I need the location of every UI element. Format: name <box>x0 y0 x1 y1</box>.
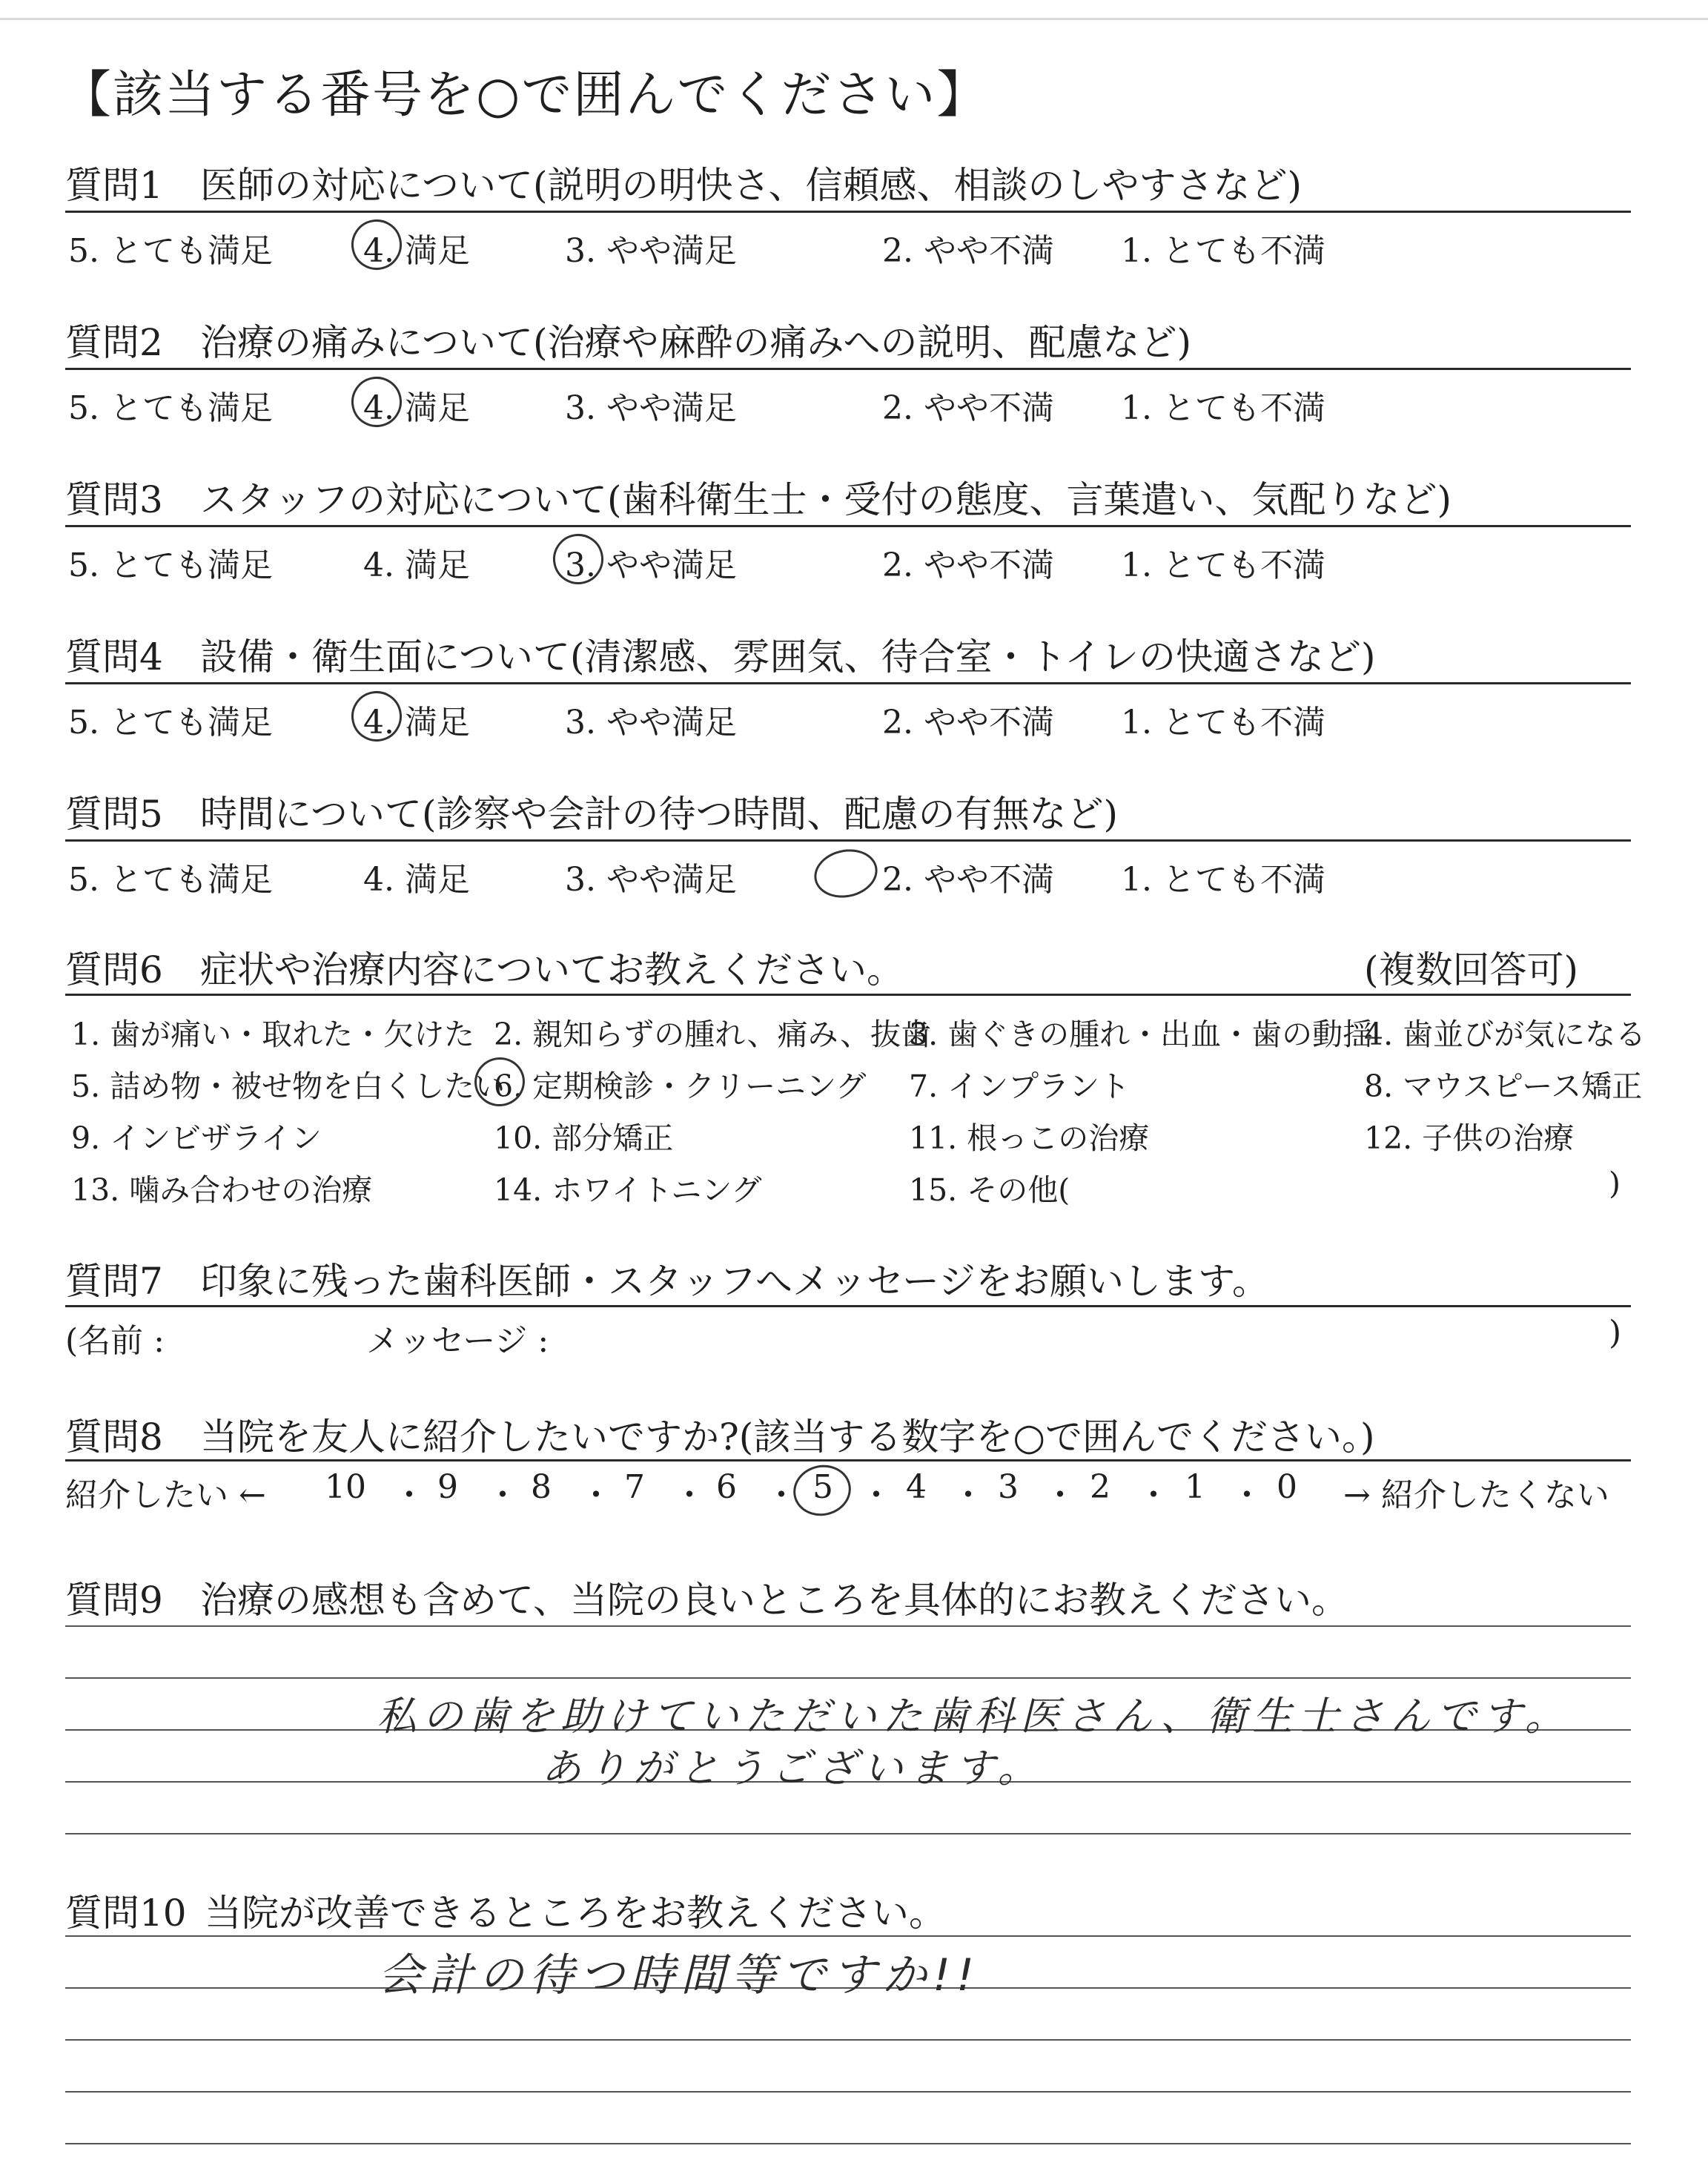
q8-dot: ・ <box>1231 1476 1263 1514</box>
q1-option-2[interactable]: 2. やや不満 <box>882 232 1054 270</box>
q9-answer-line-1: 私の歯を助けていただいた歯科医さん、衛生士さんです。 <box>377 1693 1571 1740</box>
q6-item-5[interactable]: 5. 詰め物・被せ物を白くしたい <box>71 1069 506 1104</box>
q3-option-2[interactable]: 2. やや不満 <box>882 546 1054 584</box>
q10-label: 質問10 <box>65 1892 187 1935</box>
q8-dot: ・ <box>765 1476 798 1514</box>
top-border <box>0 18 1708 20</box>
q6-item-3[interactable]: 3. 歯ぐきの腫れ・出血・歯の動揺 <box>909 1017 1374 1052</box>
q1-option-4[interactable]: 4. 満足 <box>363 232 470 270</box>
q8-dot: ・ <box>952 1476 984 1514</box>
q4-option-3[interactable]: 3. やや満足 <box>565 704 737 742</box>
q6-item-15[interactable]: 15. その他( <box>909 1172 1070 1208</box>
q1-option-3[interactable]: 3. やや満足 <box>565 232 737 270</box>
q3-option-3[interactable]: 3. やや満足 <box>565 546 737 584</box>
q3-option-5[interactable]: 5. とても満足 <box>68 546 273 584</box>
q8-scale-7[interactable]: 7 <box>624 1468 645 1506</box>
q5-option-3[interactable]: 3. やや満足 <box>565 861 737 899</box>
q6-item-9[interactable]: 9. インビザライン <box>71 1120 322 1156</box>
q2-label: 質問2 <box>65 321 163 364</box>
q5-option-5[interactable]: 5. とても満足 <box>68 861 273 899</box>
q5-text: 時間について(診察や会計の待つ時間、配慮の有無など) <box>200 793 1119 836</box>
q6-item-4[interactable]: 4. 歯並びが気になる <box>1364 1017 1646 1052</box>
q8-scale-6[interactable]: 6 <box>716 1468 737 1506</box>
q6-item-2[interactable]: 2. 親知らずの腫れ、痛み、抜歯 <box>494 1017 932 1052</box>
q6-label: 質問6 <box>65 948 163 991</box>
q6-item-15-close: ) <box>1609 1166 1621 1201</box>
q8-scale-1[interactable]: 1 <box>1185 1468 1205 1506</box>
q1-text: 医師の対応について(説明の明快さ、信頼感、相談のしやすさなど) <box>200 164 1302 207</box>
q4-option-5[interactable]: 5. とても満足 <box>68 704 273 742</box>
q6-item-14[interactable]: 14. ホワイトニング <box>494 1172 762 1208</box>
q2-option-1[interactable]: 1. とても不満 <box>1121 389 1325 427</box>
q9-answer-line-2: ありがとうございます。 <box>541 1745 1044 1791</box>
q8-dot: ・ <box>580 1476 612 1514</box>
q7-rule <box>65 1305 1631 1307</box>
q10-writing-line <box>65 2143 1631 2144</box>
q8-left-label: 紹介したい ← <box>65 1476 266 1514</box>
q8-dot: ・ <box>860 1476 893 1514</box>
q6-item-10[interactable]: 10. 部分矯正 <box>494 1120 674 1156</box>
q5-rule <box>65 839 1631 842</box>
q8-scale-5[interactable]: 5 <box>812 1468 833 1506</box>
q5-option-1[interactable]: 1. とても不満 <box>1121 861 1325 899</box>
q6-note: (複数回答可) <box>1364 948 1579 991</box>
q8-dot: ・ <box>486 1476 519 1514</box>
q9-label: 質問9 <box>65 1579 163 1622</box>
q5-label: 質問5 <box>65 793 163 836</box>
q5-selection-circle <box>810 844 881 903</box>
q8-dot: ・ <box>1044 1476 1076 1514</box>
q9-writing-line <box>65 1833 1631 1834</box>
q8-text: 当院を友人に紹介したいですか?(該当する数字を○で囲んでください。) <box>200 1416 1375 1459</box>
q8-label: 質問8 <box>65 1416 163 1459</box>
q8-scale-3[interactable]: 3 <box>998 1468 1019 1506</box>
q8-selection-circle <box>789 1460 855 1522</box>
q9-writing-line <box>65 1677 1631 1679</box>
q6-item-11[interactable]: 11. 根っこの治療 <box>909 1120 1150 1156</box>
q6-rule <box>65 994 1631 996</box>
q2-option-2[interactable]: 2. やや不満 <box>882 389 1054 427</box>
q6-item-13[interactable]: 13. 噛み合わせの治療 <box>71 1172 373 1208</box>
q8-rule <box>65 1459 1631 1462</box>
q10-writing-line <box>65 2091 1631 2093</box>
q7-close: ) <box>1609 1314 1622 1352</box>
q9-writing-line <box>65 1625 1631 1627</box>
q8-dot: ・ <box>393 1476 426 1514</box>
q6-item-6[interactable]: 6. 定期検診・クリーニング <box>494 1069 867 1104</box>
q2-option-5[interactable]: 5. とても満足 <box>68 389 273 427</box>
q4-label: 質問4 <box>65 635 163 678</box>
q10-text: 当院が改善できるところをお教えください。 <box>205 1892 946 1935</box>
q5-option-4[interactable]: 4. 満足 <box>363 861 470 899</box>
q6-item-1[interactable]: 1. 歯が痛い・取れた・欠けた <box>71 1017 475 1052</box>
q2-text: 治療の痛みについて(治療や麻酔の痛みへの説明、配慮など) <box>200 321 1192 364</box>
q8-dot: ・ <box>1137 1476 1170 1514</box>
q6-item-12[interactable]: 12. 子供の治療 <box>1364 1120 1575 1156</box>
q3-rule <box>65 525 1631 527</box>
q8-scale-2[interactable]: 2 <box>1090 1468 1110 1506</box>
q3-label: 質問3 <box>65 478 163 521</box>
q3-option-1[interactable]: 1. とても不満 <box>1121 546 1325 584</box>
q5-option-2[interactable]: 2. やや不満 <box>882 861 1054 899</box>
q8-scale-4[interactable]: 4 <box>906 1468 927 1506</box>
q2-rule <box>65 368 1631 370</box>
q8-scale-0[interactable]: 0 <box>1277 1468 1297 1506</box>
q2-option-3[interactable]: 3. やや満足 <box>565 389 737 427</box>
q8-right-label: → 紹介したくない <box>1343 1476 1609 1514</box>
q1-label: 質問1 <box>65 164 163 207</box>
q4-option-1[interactable]: 1. とても不満 <box>1121 704 1325 742</box>
q6-text: 症状や治療内容についてお教えください。 <box>200 948 904 991</box>
q8-scale-9[interactable]: 9 <box>437 1468 458 1506</box>
q1-option-5[interactable]: 5. とても満足 <box>68 232 273 270</box>
q7-message-label: メッセージ : <box>366 1322 549 1360</box>
q4-option-4[interactable]: 4. 満足 <box>363 704 470 742</box>
q6-item-8[interactable]: 8. マウスピース矯正 <box>1364 1069 1643 1104</box>
q6-item-7[interactable]: 7. インプラント <box>909 1069 1131 1104</box>
q3-text: スタッフの対応について(歯科衛生士・受付の態度、言葉遣い、気配りなど) <box>200 478 1452 521</box>
q2-option-4[interactable]: 4. 満足 <box>363 389 470 427</box>
q4-text: 設備・衛生面について(清潔感、雰囲気、待合室・トイレの快適さなど) <box>200 635 1376 678</box>
q10-writing-line <box>65 1935 1631 1937</box>
q7-label: 質問7 <box>65 1260 163 1303</box>
q1-rule <box>65 211 1631 213</box>
q8-dot: ・ <box>673 1476 706 1514</box>
q10-answer: 会計の待つ時間等ですか!! <box>378 1949 981 2001</box>
q7-text: 印象に残った歯科医師・スタッフへメッセージをお願いします。 <box>200 1260 1269 1303</box>
q10-writing-line <box>65 2039 1631 2041</box>
q7-name-label: (名前 : <box>65 1322 165 1360</box>
page-title: 【該当する番号を○で囲んでください】 <box>61 66 989 125</box>
q4-rule <box>65 682 1631 684</box>
q4-option-2[interactable]: 2. やや不満 <box>882 704 1054 742</box>
q8-scale-8[interactable]: 8 <box>531 1468 552 1506</box>
q8-scale-10[interactable]: 10 <box>325 1468 366 1506</box>
q9-text: 治療の感想も含めて、当院の良いところを具体的にお教えください。 <box>200 1579 1348 1622</box>
q1-option-1[interactable]: 1. とても不満 <box>1121 232 1325 270</box>
q3-option-4[interactable]: 4. 満足 <box>363 546 470 584</box>
